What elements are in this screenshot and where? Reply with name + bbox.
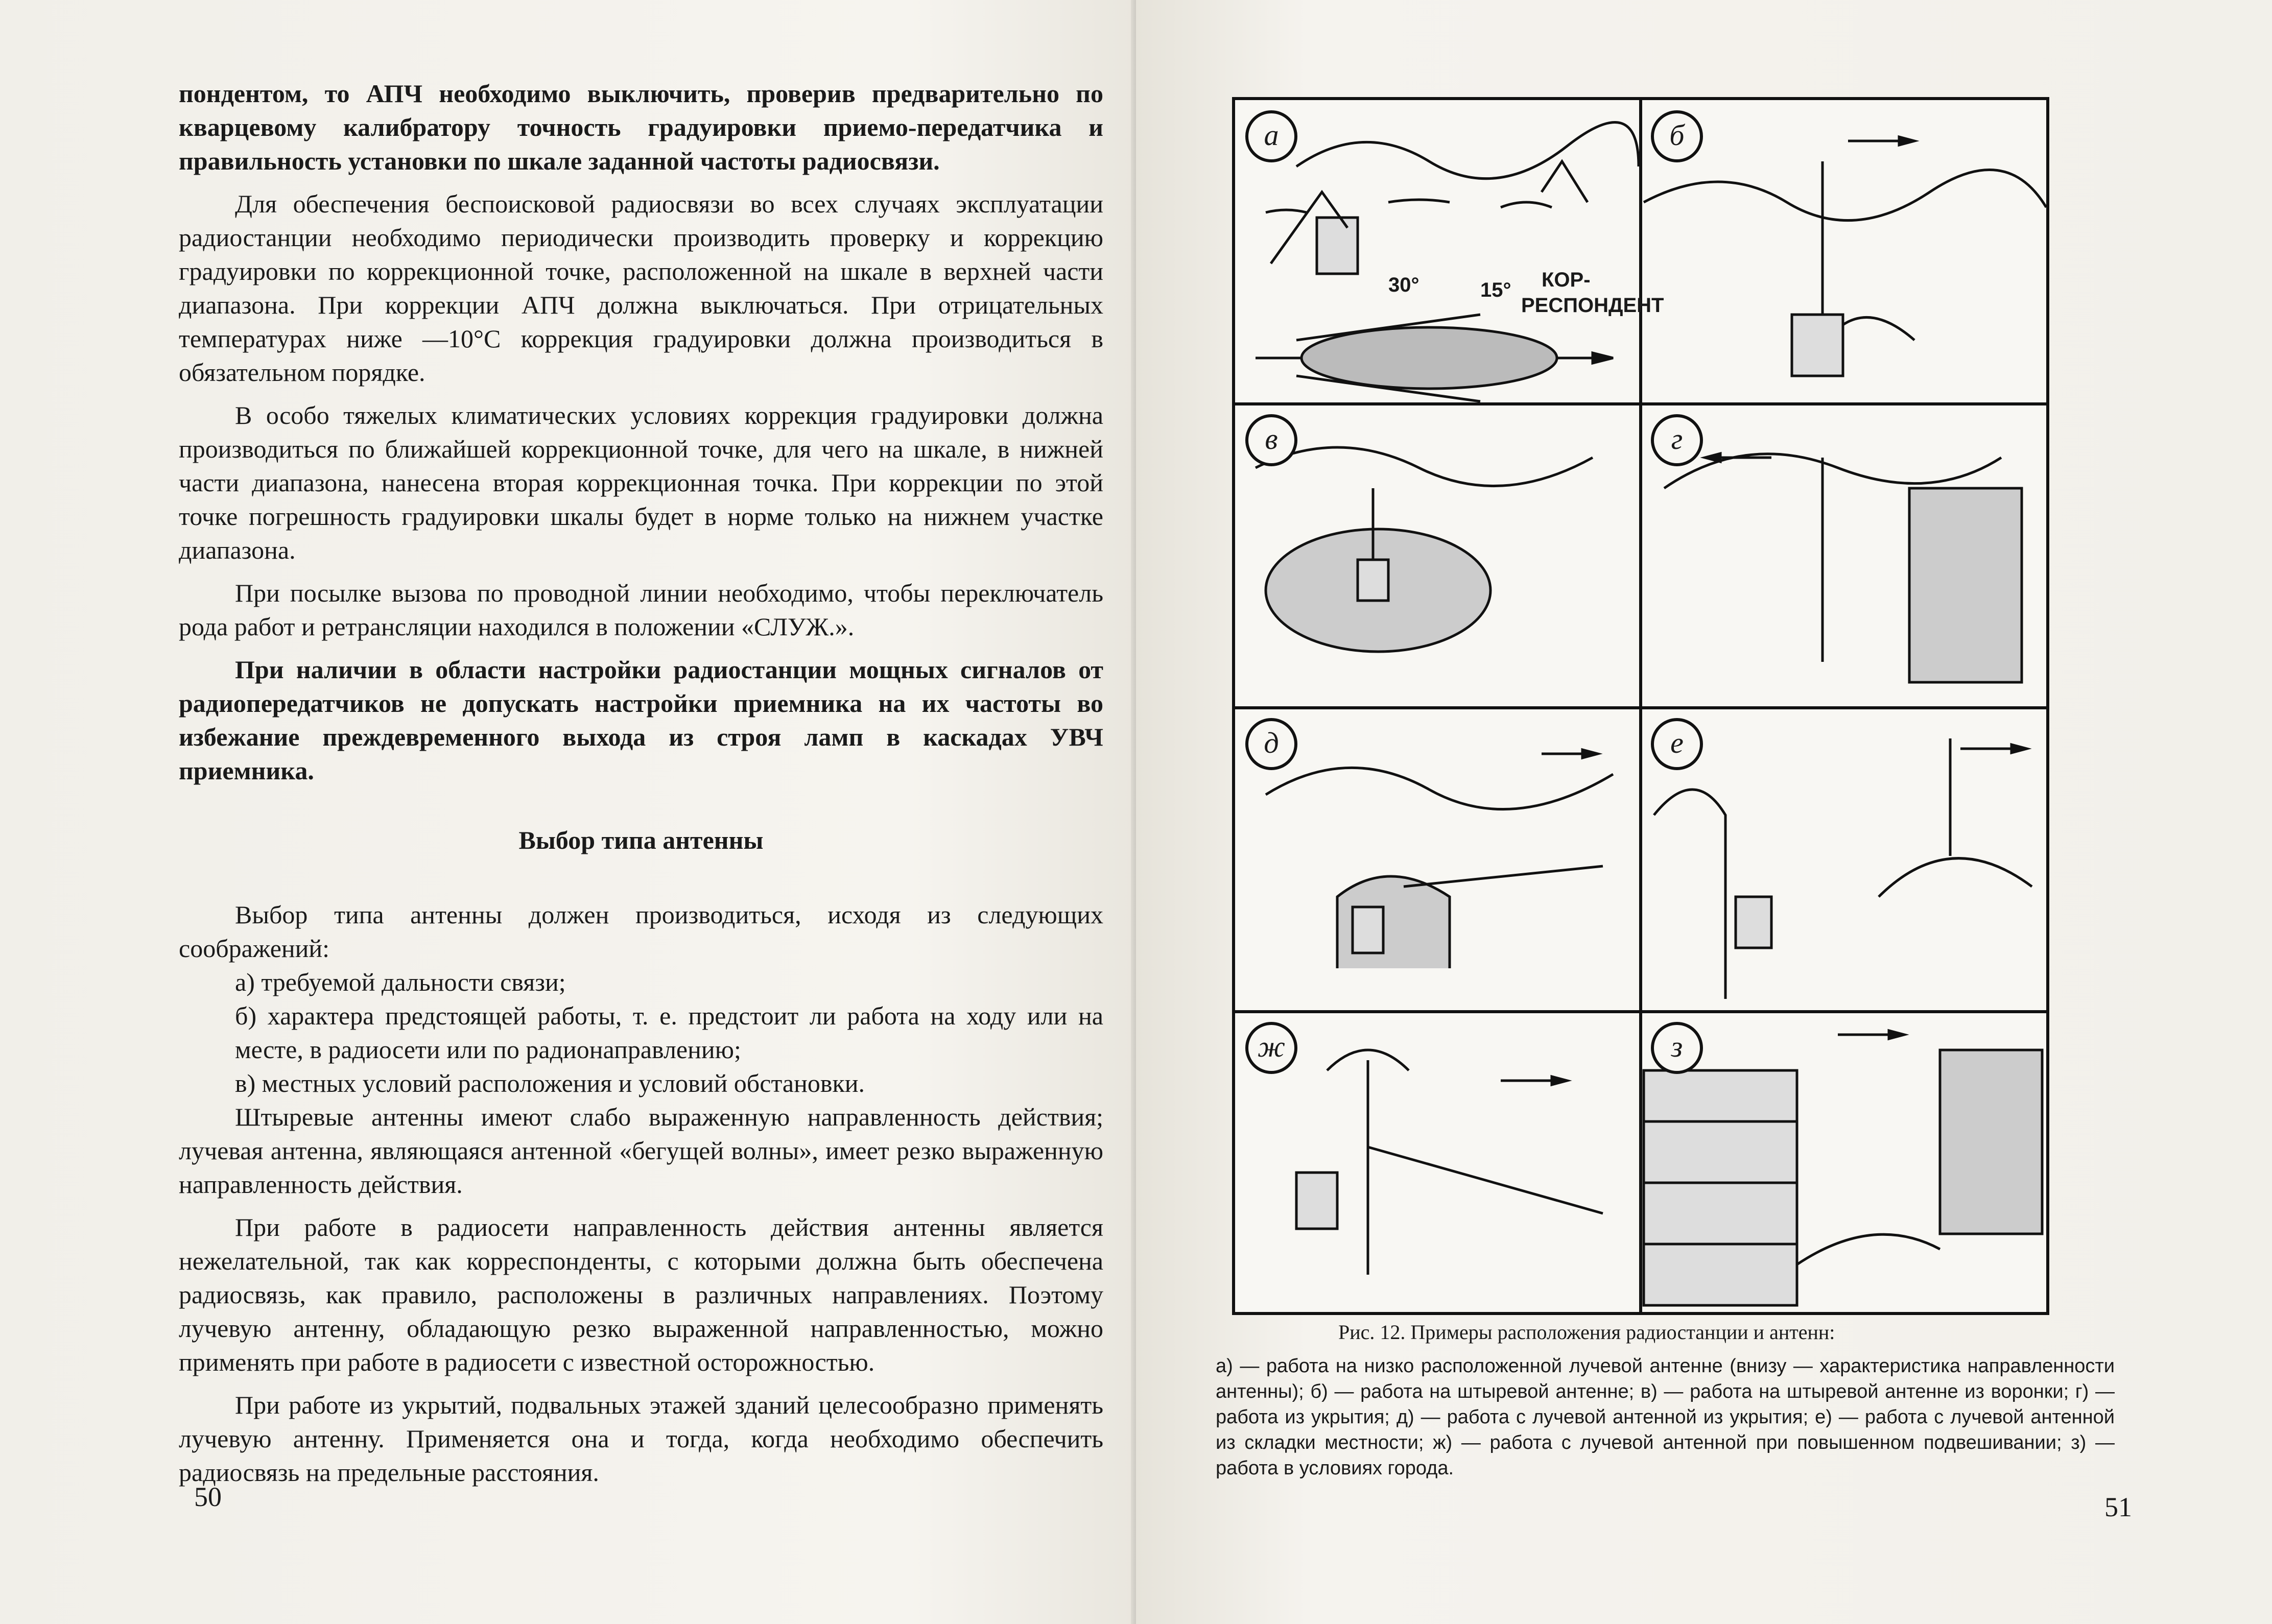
panel-g-drawing (1664, 453, 2022, 682)
paragraph-6: Штыревые антенны имеют слабо выраженную направленность действия; лучевая антенна, являющаяся антенной «бегущей волны», имеет резко выраженную направленность действия. (179, 1103, 1103, 1199)
panel-v-drawing (1256, 447, 1593, 652)
paragraph-3: В особо тяжелых климатических условиях коррекция градуировки должна производиться по ближайшей коррекционной точке, для чего на шкале, в нижней части диапазона, нанесена вторая коррекционная точка. При коррекции по этой точке погрешность градуировки шкалы будет в норме только на нижнем участке диапазона. (179, 401, 1103, 564)
panel-zh-drawing (1296, 1050, 1603, 1275)
paragraph-7: При работе в радиосети направленность действия антенны является нежелательной, так как корреспонденты, с которыми должна быть обеспечена радиосвязь, как правило, расположены в различных направлениях. Поэтому лучевую антенну, обладающую резко выраженной направленностью, можно применять при работе в радиосети с известной осторожностью. (179, 1213, 1103, 1376)
paragraph-8: При работе из укрытий, подвальных этажей зданий целесообразно применять лучевую антенну. Применяется она и тогда, когда необходимо обеспечить радиосвязь на предельные расстояния. (179, 1391, 1103, 1487)
panel-label-d: д (1245, 718, 1297, 770)
figure-caption-body: а) — работа на низко расположенной лучевой антенне (внизу — характеристика направленности антенны); б) — работа на штыревой антенне; в) — работа на штыревой антенне из воронки; г) — работа из укрытия; д) — работа с лучевой антенной из укрытия; е) — работа с лучевой антенной из складки местности; ж) — работа с лучевой антенной при повышенном подвешивании; з) — работа в условиях города. (1216, 1355, 2115, 1479)
paragraph-5: При наличии в области настройки радиостанции мощных сигналов от радиопередатчиков не допускать настройки приемника на их частоты во избежание преждевременного выхода из строя ламп в каскадах УВЧ приемника. (179, 655, 1103, 785)
panel-label-e: е (1651, 718, 1703, 770)
panel-label-a: а (1245, 110, 1297, 162)
panel-label-z: з (1651, 1022, 1703, 1074)
panel-label-b: б (1651, 110, 1703, 162)
left-page-text (179, 77, 1103, 1489)
page-number-right: 51 (2104, 1492, 2132, 1522)
list-item-a: а) требуемой дальности связи; (235, 968, 566, 996)
paragraph-4: При посылке вызова по проводной линии необходимо, чтобы переключатель рода работ и ретрансляции находился в положении «СЛУЖ.». (179, 579, 1103, 641)
panel-label-g: г (1651, 414, 1703, 466)
section-heading: Выбор типа антенны (518, 826, 764, 854)
list-item-c: в) местных условий расположения и условий обстановки. (235, 1069, 865, 1097)
panel-e-drawing (1654, 738, 2032, 999)
figure-caption-title: Рис. 12. Примеры расположения радиостанции и антенн: (1338, 1321, 1835, 1344)
panel-b-drawing (1644, 137, 2046, 376)
correspondent-label-1: КОР- (1542, 269, 1591, 291)
panel-label-v: в (1245, 414, 1297, 466)
list-intro: Выбор типа антенны должен производиться, исходя из следующих соображений: (179, 900, 1103, 963)
correspondent-label-2: РЕСПОНДЕНТ (1521, 294, 1664, 317)
panel-label-zh: ж (1245, 1022, 1297, 1074)
page-number-left: 50 (194, 1482, 222, 1512)
angle-15-label: 15° (1480, 279, 1511, 301)
paragraph-2: Для обеспечения беспоисковой радиосвязи во всех случаях эксплуатации радиостанции необходимо периодически производить проверку и коррекцию градуировки по коррекционной точке, расположенной на шкале в верхней части диапазона. При коррекции АПЧ должна выключаться. При отрицательных температурах ниже —10°С коррекция градуировки должна производиться в обязательном порядке. (179, 189, 1103, 387)
angle-30-label: 30° (1388, 274, 1419, 296)
list-item-b: б) характера предстоящей работы, т. е. предстоит ли работа на ходу или на месте, в радиосети или по радионаправлению; (235, 1001, 1103, 1064)
panel-d-drawing (1266, 750, 1613, 968)
panel-z-drawing (1644, 1031, 2042, 1305)
paragraph-1: пондентом, то АПЧ необходимо выключить, проверив предварительно по кварцевому калибратору точность градуировки приемо-передатчика и правильность установки по шкале заданной частоты радиосвязи. (179, 79, 1103, 175)
figure-12 (1232, 97, 2049, 1315)
panel-a-drawing (1256, 122, 1639, 401)
figure-illustration (1235, 100, 2046, 1312)
